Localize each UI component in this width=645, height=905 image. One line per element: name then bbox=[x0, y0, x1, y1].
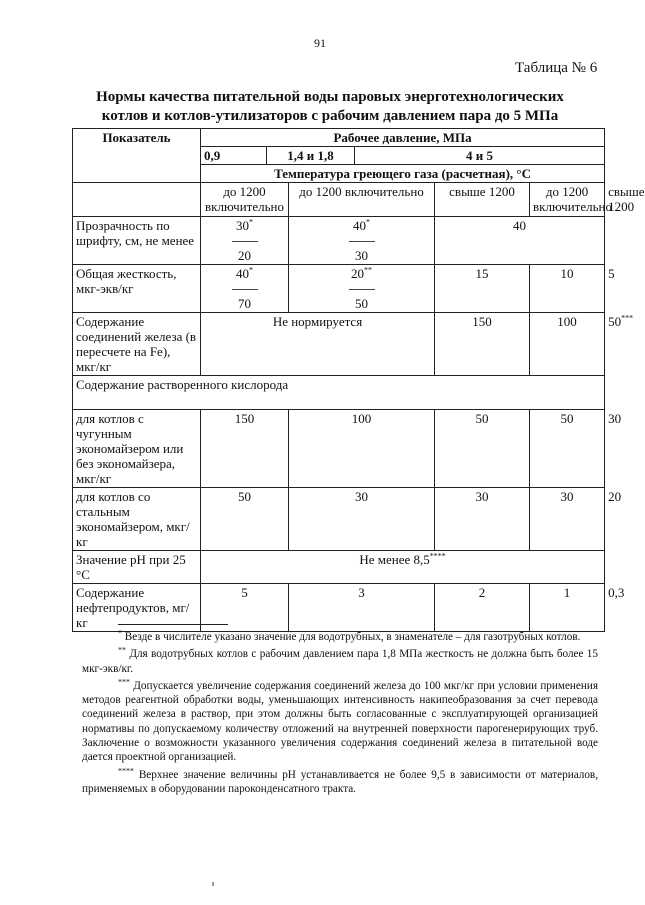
cell-value: 30 bbox=[435, 488, 530, 551]
temp-col-4: до 1200 включительно bbox=[530, 183, 605, 217]
footnote-4: **** Верхнее значение величины рН устанавливается не более 9,5 в зависимости от материалов, применяемых в оборудовании пароконденсатного тракта. bbox=[82, 765, 599, 795]
row-label: Общая жесткость, мкг-экв/кг bbox=[73, 265, 201, 313]
temp-col-3: свыше 1200 bbox=[435, 183, 530, 217]
temp-col-2: до 1200 включительно bbox=[289, 183, 435, 217]
cell-value: 30* 20 bbox=[201, 217, 289, 265]
norms-table: Показатель Рабочее давление, МПа 0,9 1,4 и 1,8 4 и 5 Температура греющего газа (расчетная), °С до 1200 включительно до 1200 включительно свыше 1200 до 1200 включительно свыше 1200 Прозрачность по шрифту, см, не менее 30* 20 40* 30 40 Общая жесткость, мкг-экв/кг 40* 70 20** 50 15 10 5 Содержание соединений железа (в пересчете на Fe), мкг/кг Не нормируется 150 100 50*** Содержание растворенного кислорода для котлов с чугунным экономайзером или без экономайзера, мкг/кг 150 100 50 50 30 для котлов со стальным экономайзером, мкг/кг 50 30 30 30 20 Значение рН при 25 °С Не менее 8,5**** Содержание нефтепродуктов, мг/кг 5 3 2 1 0,3 bbox=[72, 128, 605, 632]
table-row: Содержание нефтепродуктов, мг/кг 5 3 2 1 0,3 bbox=[73, 584, 605, 632]
cell-value: 50 bbox=[530, 410, 605, 488]
cell-value: 1 bbox=[530, 584, 605, 632]
pressure-4-5: 4 и 5 bbox=[355, 147, 605, 165]
title-line-2: котлов и котлов-утилизаторов с рабочим давлением пара до 5 МПа bbox=[101, 108, 559, 124]
indicator-header: Показатель bbox=[73, 129, 201, 183]
row-label: для котлов со стальным экономайзером, мкг/кг bbox=[73, 488, 201, 551]
pressure-1-4-1-8: 1,4 и 1,8 bbox=[267, 147, 355, 165]
cell-value: 30 bbox=[289, 488, 435, 551]
cell-value: 30 bbox=[530, 488, 605, 551]
cell-value: 2 bbox=[435, 584, 530, 632]
page-title bbox=[70, 88, 590, 126]
cell-value: 3 bbox=[289, 584, 435, 632]
table-row bbox=[73, 551, 605, 584]
cell-value: Не нормируется bbox=[201, 313, 435, 376]
cell-value: 50 bbox=[435, 410, 530, 488]
pressure-header: Рабочее давление, МПа bbox=[201, 129, 605, 147]
table-row: Общая жесткость, мкг-экв/кг 40* 70 20** 50 15 10 5 bbox=[73, 265, 605, 313]
footnotes bbox=[82, 630, 598, 799]
pressure-0-9: 0,9 bbox=[201, 147, 267, 165]
table-row bbox=[73, 376, 605, 410]
table-row bbox=[73, 217, 605, 265]
row-label: Прозрачность по шрифту, см, не менее bbox=[73, 217, 201, 265]
cell-value: Не менее 8,5**** bbox=[201, 551, 605, 584]
footnote-1: * Везде в числителе указано значение для водотрубных, в знаменателе – для газотрубных котлов. bbox=[118, 628, 581, 643]
cell-value: 100 bbox=[289, 410, 435, 488]
row-label: для котлов с чугунным экономайзером или без экономайзера, мкг/кг bbox=[73, 410, 201, 488]
cell-value: 5 bbox=[201, 584, 289, 632]
cell-value: 10 bbox=[530, 265, 605, 313]
cell-value: 150 bbox=[435, 313, 530, 376]
cell-value: 40* 30 bbox=[289, 217, 435, 265]
table-row: Содержание соединений железа (в пересчете на Fe), мкг/кг Не нормируется 150 100 50*** bbox=[73, 313, 605, 376]
cell-value: 150 bbox=[201, 410, 289, 488]
temperature-header: Температура греющего газа (расчетная), °С bbox=[201, 165, 605, 183]
temp-col-1: до 1200 включительно bbox=[201, 183, 289, 217]
table-row: для котлов с чугунным экономайзером или без экономайзера, мкг/кг 150 100 50 50 30 bbox=[73, 410, 605, 488]
row-label: Содержание нефтепродуктов, мг/кг bbox=[73, 584, 201, 632]
cell-value: 15 bbox=[435, 265, 530, 313]
page-number: 91 bbox=[314, 36, 326, 50]
cell-value: 100 bbox=[530, 313, 605, 376]
cell-value: 50 bbox=[201, 488, 289, 551]
table-label: Таблица № 6 bbox=[515, 60, 598, 76]
title-line-1: Нормы качества питательной воды паровых энерготехнологических bbox=[96, 89, 564, 105]
section-header: Содержание растворенного кислорода bbox=[73, 376, 605, 410]
footnote-2: ** Для водотрубных котлов с рабочим давлением пара 1,8 МПа жесткость не должна быть более 15 мкг-экв/кг. bbox=[82, 645, 598, 675]
table-row: для котлов со стальным экономайзером, мкг/кг 50 30 30 30 20 bbox=[73, 488, 605, 551]
row-label: Значение рН при 25 °С bbox=[73, 551, 201, 584]
cell-value: 20** 50 bbox=[289, 265, 435, 313]
scan-mark bbox=[212, 882, 214, 886]
cell-value: 40* 70 bbox=[201, 265, 289, 313]
row-label: Содержание соединений железа (в пересчете на Fe), мкг/кг bbox=[73, 313, 201, 376]
cell-value: 40 bbox=[435, 217, 605, 265]
footnote-3: *** Допускается увеличение содержания соединений железа до 100 мкг/кг при условии применения методов реагентной обработки воды, уменьшающих интенсивность накипеобразования за счет перевода соединений железа в раствор, при этом должны быть согласованные с эксплуатирующей организацией нормативы по допускаемому количеству отложений на внутренней поверхности парогенерирующих труб. Заключение о возможности указанного увеличения содержания соединений железа в питательной воде дается проектной организацией. bbox=[82, 677, 599, 764]
footnote-divider bbox=[118, 624, 228, 625]
